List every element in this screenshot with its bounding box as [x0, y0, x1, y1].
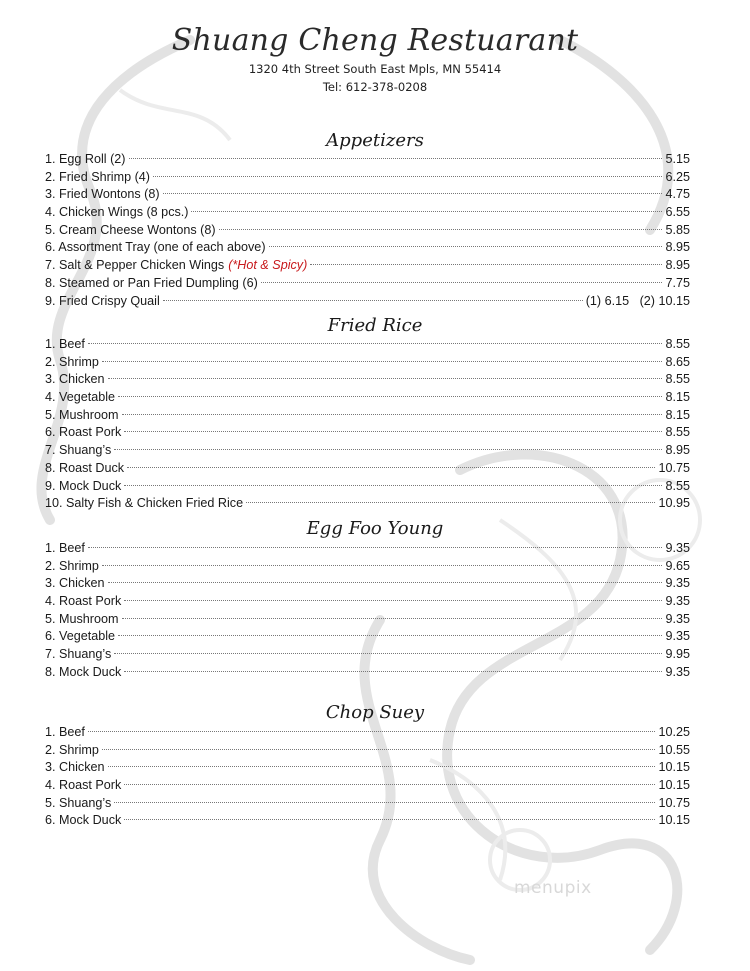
menu-item [45, 759, 690, 777]
menu-item-price: 8.55 [665, 337, 690, 351]
dot-leader [310, 264, 662, 265]
menu-item-name: 6. Assortment Tray (one of each above) [45, 240, 266, 255]
restaurant-header [0, 22, 750, 96]
dot-leader [88, 547, 663, 548]
menu-item [45, 275, 690, 293]
dot-leader [118, 396, 662, 397]
menu-item [45, 460, 690, 478]
dot-leader [269, 246, 663, 247]
dot-leader [108, 766, 656, 767]
menu-item [45, 575, 690, 593]
dot-leader [163, 300, 583, 301]
menu-item-name: 4. Roast Pork [45, 778, 122, 793]
menu-item-name: 7. Shuang’s [45, 443, 112, 458]
menu-item-name: 1. Beef [45, 725, 85, 739]
menu-item-name: 8. Roast Duck [45, 460, 125, 475]
menu-item [45, 293, 690, 311]
menu-item-name: 3. Chicken [45, 372, 105, 387]
dot-leader [122, 618, 663, 619]
dot-leader [124, 485, 662, 486]
dot-leader [124, 431, 662, 432]
menu-item [45, 336, 690, 354]
menu-item-price: 9.35 [665, 541, 690, 555]
menu-item [45, 812, 690, 830]
menu-item [45, 239, 690, 257]
menu-item-price: 10.55 [658, 742, 690, 757]
menu-item-spicy-note: (*Hot & Spicy) [228, 258, 308, 273]
dot-leader [102, 361, 663, 362]
dot-leader [114, 449, 662, 450]
menu-item-price: 9.35 [665, 576, 690, 591]
menu-item-price: 9.95 [665, 647, 690, 662]
menu-item [45, 186, 690, 204]
menu-item [45, 724, 690, 742]
dot-leader [108, 378, 663, 379]
menu-item-price: 9.35 [665, 611, 690, 626]
menu-item [45, 222, 690, 240]
menu-item [45, 495, 690, 513]
dot-leader [124, 784, 655, 785]
menu-item-price: 8.95 [665, 443, 690, 458]
menu-item-price: 6.55 [665, 205, 690, 220]
menu-item-name: 8. Steamed or Pan Fried Dumpling (6) [45, 275, 258, 290]
menu-item-price: 8.15 [665, 390, 690, 405]
dot-leader [108, 582, 663, 583]
menu-item-name: 4. Vegetable [45, 390, 116, 405]
menu-item-name: 9. Fried Crispy Quail [45, 293, 160, 308]
dot-leader [124, 671, 662, 672]
menu-item-name: 7. Salt & Pepper Chicken Wings [45, 258, 225, 273]
menu-item-name: 5. Cream Cheese Wontons (8) [45, 222, 216, 237]
menu-item-name: 3. Fried Wontons (8) [45, 187, 160, 202]
menu-item-name: 4. Roast Pork [45, 594, 122, 609]
menu-item-name: 3. Chicken [45, 576, 105, 591]
menu-item-name: 5. Mushroom [45, 611, 119, 626]
menu-item-name: 7. Shuang’s [45, 647, 112, 662]
restaurant-name: Shuang Cheng Restuarant [171, 23, 579, 58]
menu-item-price: 10.15 [658, 778, 690, 793]
dot-leader [127, 467, 655, 468]
menu-item-name: 6. Roast Pork [45, 425, 122, 440]
menu-item-price: 8.95 [665, 240, 690, 255]
menu-item-price: 6.25 [665, 169, 690, 184]
menu-item-price: 10.25 [658, 725, 690, 739]
dot-leader [88, 343, 663, 344]
menu-item [45, 407, 690, 425]
menu-item-price: 10.75 [658, 460, 690, 475]
menu-item-name: 6. Vegetable [45, 629, 116, 644]
menu-item-price: 4.75 [665, 187, 690, 202]
appetizers-list [45, 151, 690, 310]
menu-item-name: 5. Mushroom [45, 407, 119, 422]
menu-item-name: 1. Beef [45, 541, 85, 555]
menu-item-name: 1. Egg Roll (2) [45, 152, 126, 166]
dot-leader [124, 600, 662, 601]
menu-item-price: 9.65 [665, 558, 690, 573]
menu-item [45, 628, 690, 646]
menu-item [45, 389, 690, 407]
dot-leader [122, 414, 663, 415]
menu-item [45, 795, 690, 813]
menu-item-name: 6. Mock Duck [45, 813, 122, 828]
menu-item-price: 8.55 [665, 425, 690, 440]
section-title-egg-foo-young: Egg Foo Young [306, 518, 444, 539]
menu-item [45, 540, 690, 558]
menu-item-price: 5.15 [665, 152, 690, 166]
restaurant-phone: Tel: 612-378-0208 [322, 80, 428, 94]
menu-item-name: 1. Beef [45, 337, 85, 351]
menu-item [45, 204, 690, 222]
menu-item [45, 257, 690, 275]
menu-item-name: 2. Shrimp [45, 558, 99, 573]
dot-leader [114, 802, 655, 803]
menu-item-price: 8.15 [665, 407, 690, 422]
menu-item-price: 10.95 [658, 496, 690, 511]
menu-item [45, 558, 690, 576]
menu-item [45, 354, 690, 372]
menu-item [45, 742, 690, 760]
dot-leader [124, 819, 655, 820]
dot-leader [246, 502, 655, 503]
menu-item [45, 371, 690, 389]
menu-item-name: 9. Mock Duck [45, 478, 122, 493]
section-title-chop-suey: Chop Suey [325, 702, 425, 723]
dot-leader [102, 565, 663, 566]
menu-item [45, 151, 690, 169]
menu-item-price: (1) 6.15 (2) 10.15 [585, 293, 690, 308]
egg-foo-young-list [45, 540, 690, 682]
dot-leader [88, 731, 656, 732]
menu-item [45, 442, 690, 460]
menu-item-price: 7.75 [665, 275, 690, 290]
menu-item-name: 5. Shuang’s [45, 795, 112, 810]
menu-item-price: 5.85 [665, 222, 690, 237]
menu-item-name: 4. Chicken Wings (8 pcs.) [45, 205, 189, 220]
menu-item [45, 777, 690, 795]
dot-leader [129, 158, 663, 159]
menu-item-name: 8. Mock Duck [45, 664, 122, 679]
dot-leader [163, 193, 663, 194]
menu-item-price: 9.35 [665, 664, 690, 679]
dot-leader [118, 635, 662, 636]
restaurant-address: 1320 4th Street South East Mpls, MN 55414 [248, 62, 502, 76]
menu-item-price: 8.55 [665, 372, 690, 387]
section-title-fried-rice: Fried Rice [327, 315, 423, 336]
menu-item-price: 10.75 [658, 795, 690, 810]
menu-item-price: 8.55 [665, 478, 690, 493]
menu-item [45, 611, 690, 629]
dot-leader [219, 229, 663, 230]
section-title-appetizers: Appetizers [326, 130, 424, 151]
menu-item-name: 2. Shrimp [45, 742, 99, 757]
menupix-watermark: menupix [514, 878, 592, 898]
dot-leader [261, 282, 663, 283]
menu-item-price: 9.35 [665, 594, 690, 609]
menu-item-name: 2. Shrimp [45, 354, 99, 369]
menu-item [45, 169, 690, 187]
menu-item-price: 8.65 [665, 354, 690, 369]
menu-item-name: 3. Chicken [45, 760, 105, 775]
chop-suey-list [45, 724, 690, 830]
fried-rice-list [45, 336, 690, 513]
dot-leader [114, 653, 662, 654]
menu-item [45, 424, 690, 442]
menu-item-name: 2. Fried Shrimp (4) [45, 169, 150, 184]
menu-item [45, 646, 690, 664]
menu-item-price: 8.95 [665, 258, 690, 273]
menu-item [45, 478, 690, 496]
menu-item [45, 593, 690, 611]
menu-item [45, 664, 690, 682]
menu-item-price: 10.15 [658, 813, 690, 828]
menu-item-price: 10.15 [658, 760, 690, 775]
dot-leader [102, 749, 656, 750]
dot-leader [191, 211, 662, 212]
dot-leader [153, 176, 663, 177]
menu-item-name: 10. Salty Fish & Chicken Fried Rice [45, 496, 244, 511]
menu-item-price: 9.35 [665, 629, 690, 644]
